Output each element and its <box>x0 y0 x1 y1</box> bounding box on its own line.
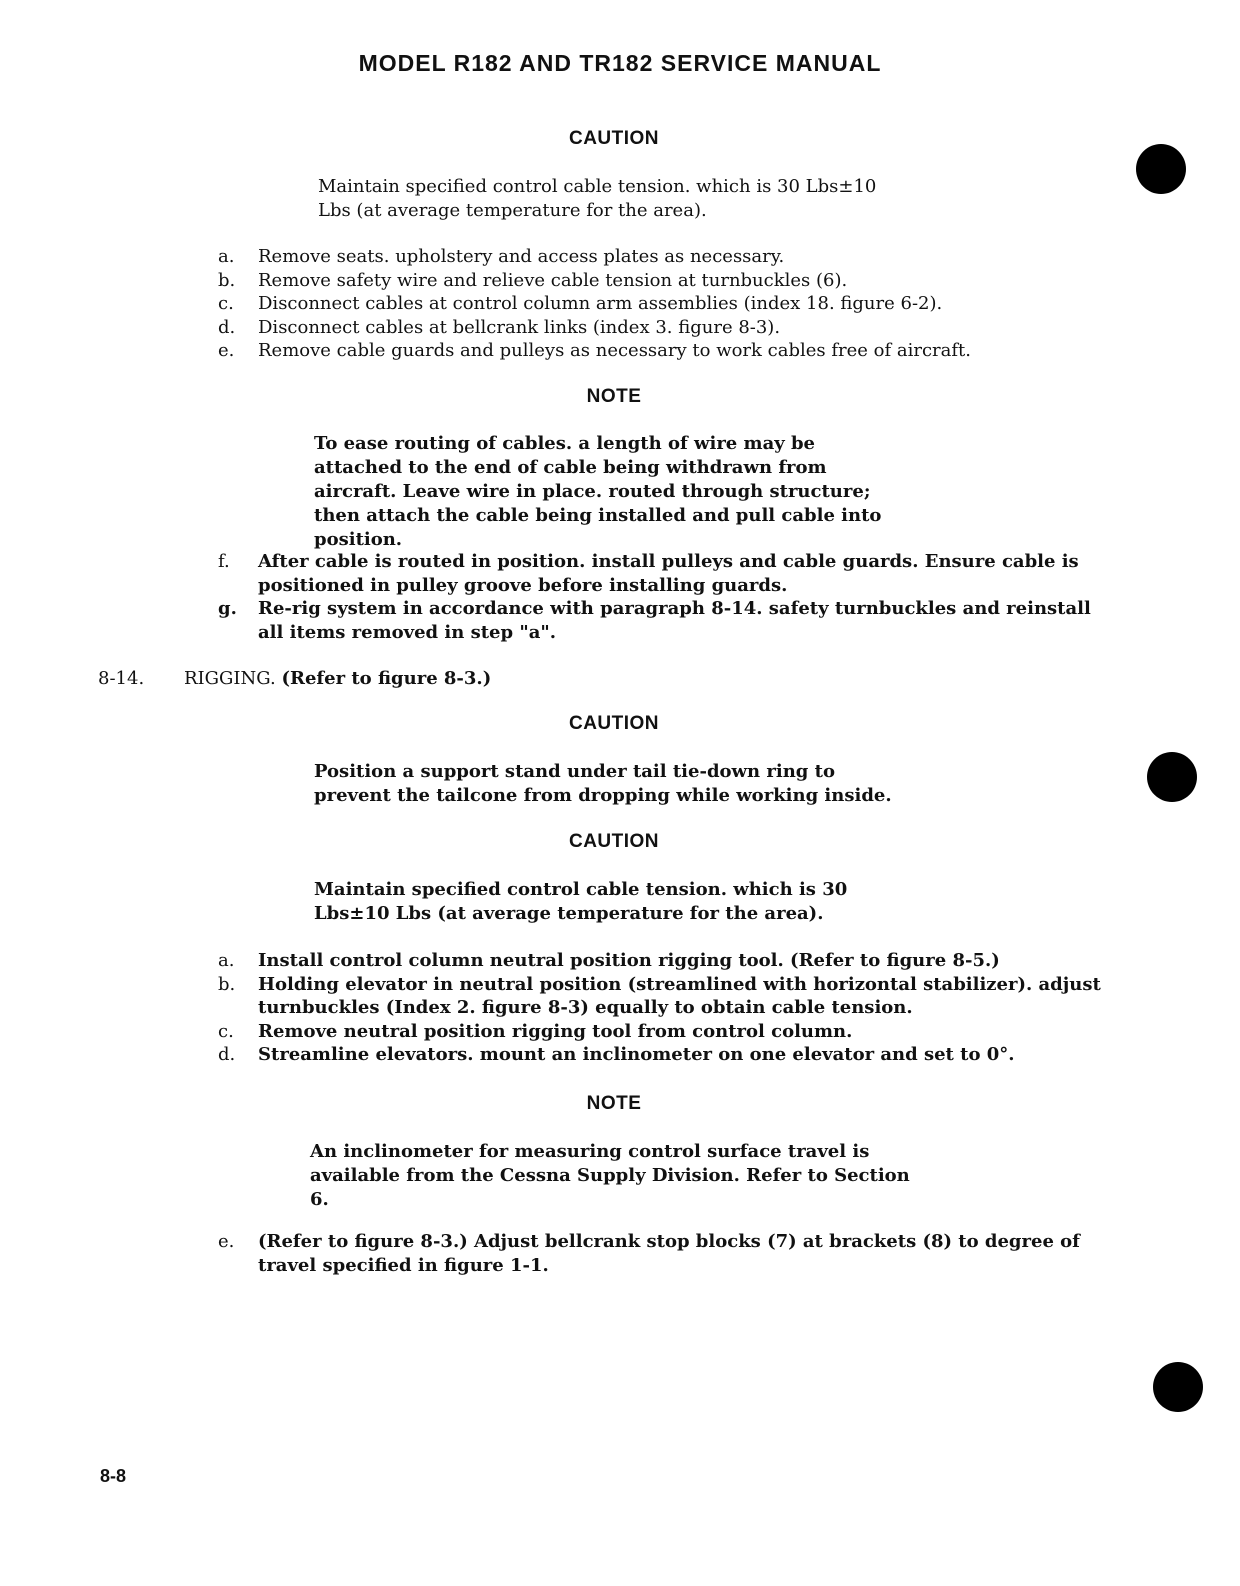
step-text: Install control column neutral position rigging tool. (Refer to figure 8-5.) <box>258 950 1000 971</box>
revision-marker-dot <box>1147 752 1197 802</box>
step-letter: f. <box>218 551 230 572</box>
list-item <box>218 316 1118 340</box>
list-item <box>218 245 1118 269</box>
removal-steps-list <box>218 245 1118 363</box>
list-item <box>218 1043 1118 1067</box>
caution-text: Maintain specified control cable tension. which is 30 Lbs±10 Lbs (at average temperature for the area). <box>318 176 877 221</box>
caution-text: Position a support stand under tail tie-down ring to prevent the tailcone from dropping while working inside. <box>314 761 892 806</box>
note-text: To ease routing of cables. a length of wire may be attached to the end of cable being withdrawn from aircraft. Leave wire in place. routed through structure; then attach the cable being installed and pull cable into position. <box>314 433 882 550</box>
step-letter: b. <box>218 973 236 995</box>
step-text: Remove seats. upholstery and access plates as necessary. <box>258 246 785 267</box>
section-title: RIGGING. <box>184 668 276 689</box>
page-number: 8-8 <box>100 1466 127 1486</box>
list-item <box>218 973 1118 1020</box>
list-item <box>218 339 1118 363</box>
step-text: Disconnect cables at bellcrank links (index 3. figure 8-3). <box>258 316 781 338</box>
reinstall-steps-list <box>218 550 1118 644</box>
step-text: Streamline elevators. mount an inclinometer on one elevator and set to 0°. <box>258 1044 1015 1065</box>
list-item <box>218 269 1118 293</box>
step-letter: g. <box>218 598 237 619</box>
step-letter: c. <box>218 1020 234 1042</box>
list-item <box>218 1020 1118 1044</box>
step-text: After cable is routed in position. install pulleys and cable guards. Ensure cable is positioned in pulley groove before installing guards. <box>258 551 1079 596</box>
caution-heading: CAUTION <box>568 713 660 734</box>
section-number: 8-14. <box>98 668 145 689</box>
list-item <box>218 550 1118 597</box>
rigging-steps-list <box>218 949 1118 1067</box>
step-letter: a. <box>218 246 235 267</box>
stop-adjust-steps-list <box>218 1230 1118 1277</box>
step-letter: d. <box>218 316 236 338</box>
caution-heading: CAUTION <box>568 128 660 149</box>
step-letter: e. <box>218 1231 235 1252</box>
step-letter: c. <box>218 293 234 314</box>
step-text: Disconnect cables at control column arm assemblies (index 18. figure 6-2). <box>258 293 943 314</box>
step-text: Remove neutral position rigging tool from control column. <box>258 1020 853 1042</box>
step-text: (Refer to figure 8-3.) Adjust bellcrank stop blocks (7) at brackets (8) to degree of travel specified in figure 1-1. <box>258 1231 1080 1276</box>
step-letter: e. <box>218 340 235 361</box>
revision-marker-dot <box>1153 1362 1203 1412</box>
list-item <box>218 292 1118 316</box>
step-letter: b. <box>218 269 236 291</box>
note-heading: NOTE <box>586 386 642 407</box>
step-letter: d. <box>218 1044 236 1065</box>
section-figure-reference: (Refer to figure 8-3.) <box>281 668 492 689</box>
section-heading <box>98 667 491 691</box>
step-text: Remove safety wire and relieve cable tension at turnbuckles (6). <box>258 269 848 291</box>
step-text: Remove cable guards and pulleys as necessary to work cables free of aircraft. <box>258 340 972 361</box>
note-text: An inclinometer for measuring control surface travel is available from the Cessna Supply Division. Refer to Section 6. <box>310 1141 910 1210</box>
note-heading: NOTE <box>586 1093 642 1114</box>
step-text: Re-rig system in accordance with paragraph 8-14. safety turnbuckles and reinstall all items removed in step "a". <box>258 598 1091 643</box>
list-item <box>218 949 1118 973</box>
step-letter: a. <box>218 950 235 971</box>
caution-text: Maintain specified control cable tension. which is 30 Lbs±10 Lbs (at average temperature for the area). <box>314 879 848 924</box>
step-text: Holding elevator in neutral position (streamlined with horizontal stabilizer). adjust turnbuckles (Index 2. figure 8-3) equally to obtain cable tension. <box>258 973 1101 1018</box>
caution-heading: CAUTION <box>568 831 660 852</box>
revision-marker-dot <box>1136 144 1186 194</box>
list-item <box>218 1230 1118 1277</box>
list-item <box>218 597 1118 644</box>
page-title: MODEL R182 AND TR182 SERVICE MANUAL <box>358 50 882 76</box>
